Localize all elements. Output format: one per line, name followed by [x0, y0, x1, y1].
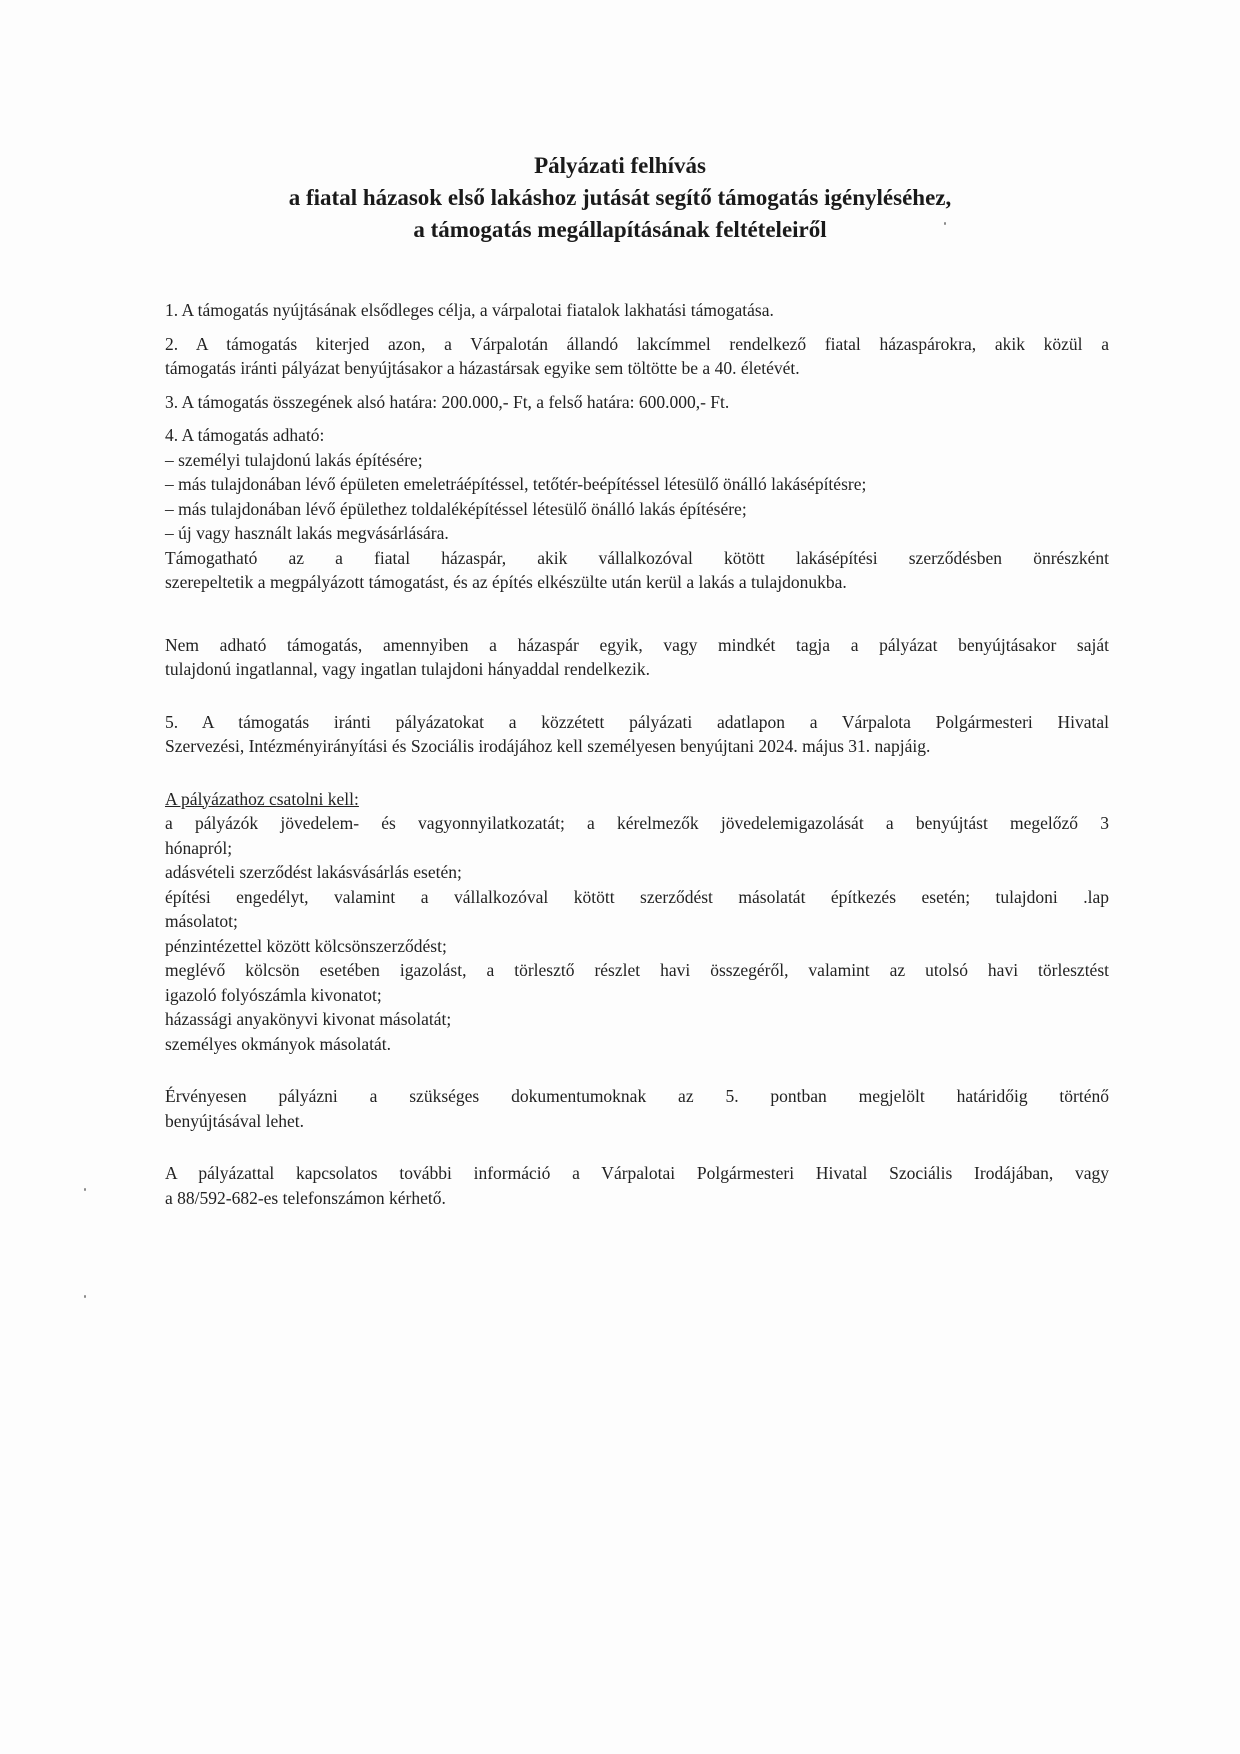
- attachment-item-6: házassági anyakönyvi kivonat másolatát;: [165, 1009, 452, 1029]
- attachment-item-1a: a pályázók jövedelem- és vagyonnyilatkozatát; a kérelmezők jövedelemigazolását a benyújtást megelőző 3: [165, 813, 1109, 833]
- title-line-2: a fiatal házasok első lakáshoz jutását segítő támogatás igényléséhez,: [288, 185, 952, 210]
- info-line-2: a 88/592-682-es telefonszámon kérhető.: [165, 1187, 446, 1208]
- paragraph-5-line-2: Szervezési, Intézményirányítási és Szociális irodájához kell személyesen benyújtani 2024. május 31. napjáig.: [165, 736, 931, 756]
- document-title: [160, 150, 1080, 246]
- list-item: – más tulajdonában lévő épületen emeletráépítéssel, tetőtér-beépítéssel létesülő önálló lakásépítésre;: [165, 474, 867, 494]
- attachment-item-4: pénzintézettel között kölcsönszerződést;: [165, 935, 447, 956]
- paragraph-5-line-1: 5. A támogatás iránti pályázatokat a közzétett pályázati adatlapon a Várpalota Polgármesteri Hivatal: [165, 711, 1109, 732]
- attachment-item-7: személyes okmányok másolatát.: [165, 1033, 391, 1054]
- paragraph-3-text: 3. A támogatás összegének alsó határa: 200.000,- Ft, a felső határa: 600.000,- Ft.: [165, 391, 730, 412]
- not-eligible-line-2: tulajdonú ingatlannal, vagy ingatlan tulajdoni hányaddal rendelkezik.: [165, 659, 650, 679]
- paragraph-4-note-line-2: szerepeltetik a megpályázott támogatást, és az építés elkészülte után kerül a lakás a tulajdonukba.: [165, 572, 847, 592]
- paragraph-2-line-1: 2. A támogatás kiterjed azon, a Várpalotán állandó lakcímmel rendelkező fiatal házaspárokra, akik közül a: [165, 333, 1109, 354]
- attachment-item-2: adásvételi szerződést lakásvásárlás esetén;: [165, 862, 462, 882]
- paragraph-4: [165, 423, 1109, 595]
- scan-speck: [84, 1188, 86, 1191]
- attachments-heading: A pályázathoz csatolni kell:: [165, 788, 359, 809]
- info-paragraph: [165, 1161, 1109, 1210]
- paragraph-not-eligible: [165, 633, 1109, 682]
- attachment-item-5b: igazoló folyószámla kivonatot;: [165, 984, 382, 1005]
- attachment-item-1b: hónapról;: [165, 837, 233, 858]
- paragraph-5: [165, 710, 1109, 759]
- title-line-1: Pályázati felhívás: [534, 153, 706, 178]
- paragraph-2: [165, 332, 1109, 381]
- attachments-section: [165, 787, 1109, 1057]
- list-item: – más tulajdonában lévő épülethez toldaléképítéssel létesülő önálló lakás építésére;: [165, 498, 747, 519]
- document-body: [165, 298, 1109, 1219]
- attachment-item-3b: másolatot;: [165, 911, 238, 931]
- list-item: – személyi tulajdonú lakás építésére;: [165, 449, 423, 470]
- validity-paragraph: [165, 1084, 1109, 1133]
- not-eligible-line-1: Nem adható támogatás, amennyiben a házaspár egyik, vagy mindkét tagja a pályázat benyújtásakor saját: [165, 634, 1109, 655]
- title-line-3: a támogatás megállapításának feltételeiről: [413, 217, 827, 242]
- paragraph-3: [165, 390, 1109, 415]
- validity-line-1: Érvényesen pályázni a szükséges dokumentumoknak az 5. pontban megjelölt határidőig történő: [165, 1086, 1109, 1106]
- paragraph-2-line-2: támogatás iránti pályázat benyújtásakor a házastársak egyike sem töltötte be a 40. életévét.: [165, 358, 800, 378]
- list-item: – új vagy használt lakás megvásárlására.: [165, 523, 449, 543]
- scan-speck: [84, 1295, 86, 1298]
- attachment-item-5a: meglévő kölcsön esetében igazolást, a törlesztő részlet havi összegéről, valamint az utolsó havi törlesztést: [165, 960, 1109, 980]
- paragraph-4-heading: 4. A támogatás adható:: [165, 425, 325, 445]
- validity-line-2: benyújtásával lehet.: [165, 1110, 304, 1131]
- info-line-1: A pályázattal kapcsolatos további információ a Várpalotai Polgármesteri Hivatal Szociális Irodájában, vagy: [165, 1163, 1109, 1183]
- paragraph-1: [165, 298, 1109, 323]
- paragraph-1-text: 1. A támogatás nyújtásának elsődleges célja, a várpalotai fiatalok lakhatási támogatása.: [165, 300, 774, 320]
- paragraph-4-note-line-1: Támogatható az a fiatal házaspár, akik vállalkozóval kötött lakásépítési szerződésben önrészként: [165, 547, 1109, 568]
- attachment-item-3a: építési engedélyt, valamint a vállalkozóval kötött szerződést másolatát építkezés esetén; tulajdoni .lap: [165, 886, 1109, 907]
- scan-speck: [944, 222, 946, 225]
